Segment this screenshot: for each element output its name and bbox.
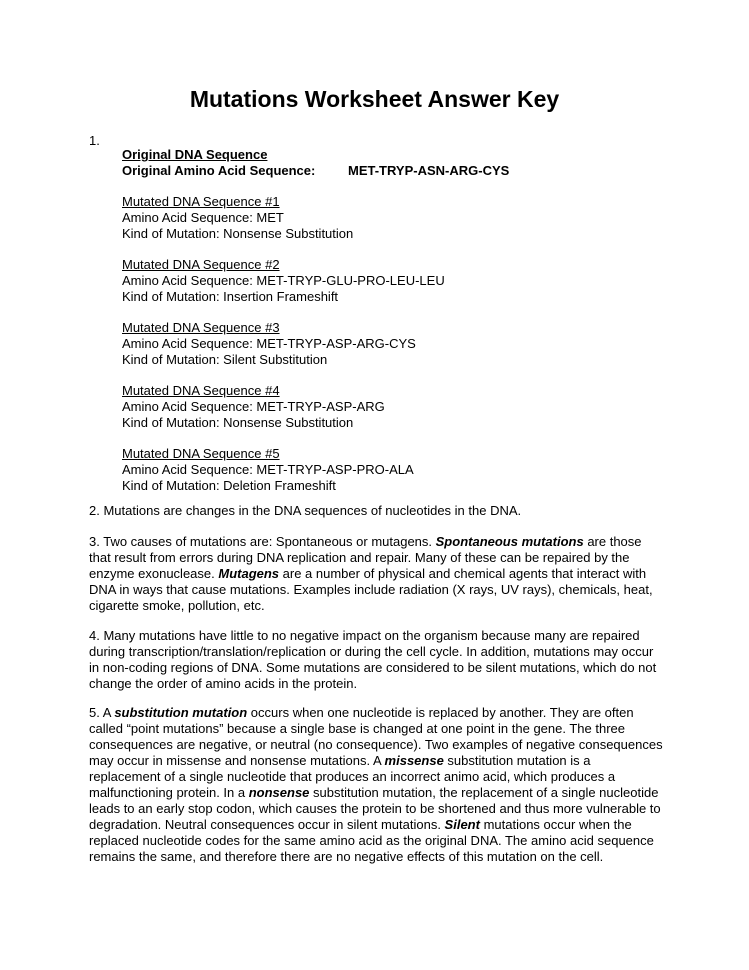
mutation-amino-acids: Amino Acid Sequence: MET xyxy=(122,210,284,225)
term-mutagens: Mutagens xyxy=(218,566,280,581)
mutation-amino-acids: Amino Acid Sequence: MET-TRYP-ASP-PRO-ALA xyxy=(122,462,414,477)
question-4-answer: 4. Many mutations have little to no negative impact on the organism because many are repaired during transcription/translation/replication or during the cell cycle. In addition, mutations may occur in non-coding regions of DNA. Some mutations are considered to be silent mutations, which do not change the order of amino acids in the protein. xyxy=(89,628,657,691)
term-substitution: substitution mutation xyxy=(114,705,248,720)
mutation-amino-acids: Amino Acid Sequence: MET-TRYP-ASP-ARG-CYS xyxy=(122,336,416,351)
mutation-heading: Mutated DNA Sequence #5 xyxy=(122,446,280,461)
mutation-heading: Mutated DNA Sequence #1 xyxy=(122,194,280,209)
original-amino-acid-row xyxy=(122,163,509,179)
term-nonsense: nonsense xyxy=(248,785,310,800)
page-title: Mutations Worksheet Answer Key xyxy=(189,86,560,112)
question-1-number: 1. xyxy=(89,133,100,148)
mutation-kind: Kind of Mutation: Deletion Frameshift xyxy=(122,478,336,493)
term-missense: missense xyxy=(384,753,444,768)
original-amino-acid-value: MET-TRYP-ASN-ARG-CYS xyxy=(348,163,510,178)
original-amino-acid-label: Original Amino Acid Sequence: xyxy=(122,163,316,178)
mutation-heading: Mutated DNA Sequence #2 xyxy=(122,257,280,272)
question-1-answers xyxy=(122,147,509,494)
question-3-answer: 3. Two causes of mutations are: Spontaneous or mutagens. Spontaneous mutations are those that result from errors during DNA replication and repair. Many of these can be repaired by the enzyme exonuclease. Mutagens are a number of physical and chemical agents that interact with DNA in ways that cause mutations. Examples include radiation (X rays, UV rays), chemicals, heat, cigarette smoke, pollution, etc. xyxy=(89,534,653,613)
mutation-kind: Kind of Mutation: Nonsense Substitution xyxy=(122,226,354,241)
mutation-amino-acids: Amino Acid Sequence: MET-TRYP-ASP-ARG xyxy=(122,399,385,414)
term-spontaneous: Spontaneous mutations xyxy=(435,534,584,549)
mutation-kind: Kind of Mutation: Nonsense Substitution xyxy=(122,415,354,430)
mutation-kind: Kind of Mutation: Insertion Frameshift xyxy=(122,289,339,304)
question-5-answer: 5. A substitution mutation occurs when one nucleotide is replaced by another. They are often called “point mutations” because a single base is changed at one point in the gene. The three consequences are negative, or neutral (no consequence). Two examples of negative consequences may occur in missense and nonsense mutations. A missense substitution mutation is a replacement of a single nucleotide that produces an incorrect animo acid, which produces a malfunctioning protein. In a nonsense substitution mutation, the replacement of a single nucleotide leads to an early stop codon, which causes the protein to be shortened and thus more vulnerable to degradation. Neutral consequences occur in silent mutations. Silent mutations occur when the replaced nucleotide codes for the same amino acid as the original DNA. The amino acid sequence remains the same, and therefore there are no negative effects of this mutation on the cell. xyxy=(89,705,663,864)
question-2-answer: 2. Mutations are changes in the DNA sequences of nucleotides in the DNA. xyxy=(89,503,522,518)
term-silent: Silent xyxy=(444,817,480,832)
original-dna-heading: Original DNA Sequence xyxy=(122,147,268,162)
mutation-amino-acids: Amino Acid Sequence: MET-TRYP-GLU-PRO-LEU-LEU xyxy=(122,273,445,288)
mutation-heading: Mutated DNA Sequence #4 xyxy=(122,383,280,398)
mutation-heading: Mutated DNA Sequence #3 xyxy=(122,320,280,335)
mutation-kind: Kind of Mutation: Silent Substitution xyxy=(122,352,328,367)
